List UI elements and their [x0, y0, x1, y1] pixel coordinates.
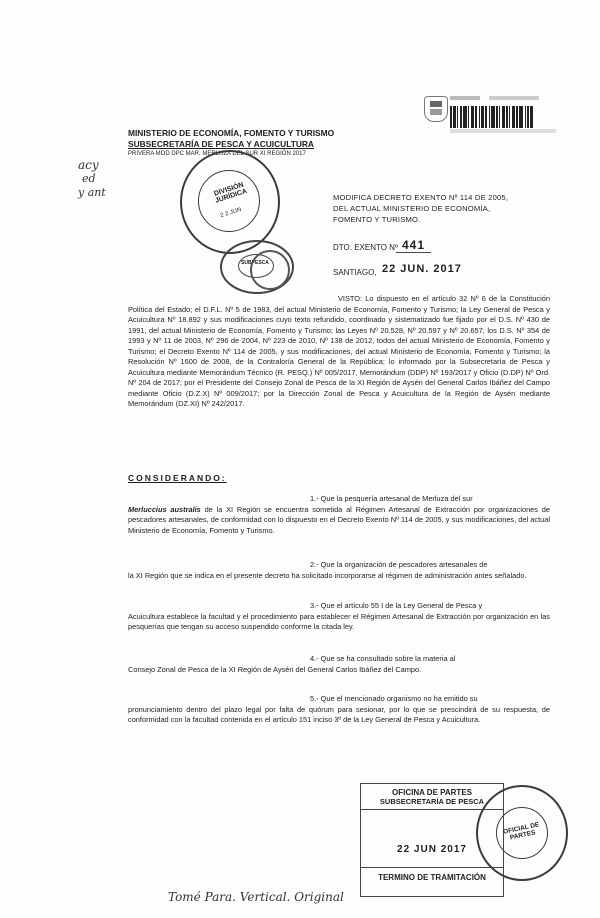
reference-line-2: DEL ACTUAL MINISTERIO DE ECONOMÍA,	[333, 204, 491, 213]
oficina-partes-date: 22 JUN 2017	[361, 810, 503, 868]
considerando-3-lead: 3.- Que el artículo 55 I de la Ley General de Pesca y	[310, 601, 483, 610]
considerando-1	[128, 494, 550, 536]
considerando-2	[128, 560, 550, 581]
subpesca-oval-label: SUBPESCA	[241, 260, 269, 266]
margin-note-3: y ant	[78, 186, 106, 199]
considerando-5-lead: 5.- Que el mencionado organismo no ha emitido su	[310, 694, 478, 703]
considerando-2-lead: 2.- Que la organización de pescadores artesanales de	[310, 560, 488, 569]
juridica-stamp	[180, 150, 280, 254]
reference-line-1: MODIFICA DECRETO EXENTO Nº 114 DE 2005,	[333, 193, 509, 202]
considerando-5	[128, 694, 550, 726]
margin-note-1: acy	[78, 158, 99, 172]
santiago-label: SANTIAGO,	[333, 268, 377, 277]
considerando-3	[128, 601, 550, 633]
considerando-4-lead: 4.- Que se ha consultado sobre la materia al	[310, 654, 456, 663]
visto-paragraph: VISTO: Lo dispuesto en el artículo 32 Nº 6 de la Constitución Política del Estado; el D.F.L. Nº 5 de 1983, del actual Ministerio de Economía, Fomento y Turismo; la Ley General de Pesca y Acuicultura Nº 18.892 y sus modificaciones cuyo texto refundido, coordinado y sistematizado fue fijado por el D.S. Nº 430 de 1991, del actual Ministerio de Economía, Fomento y Turismo; las Leyes Nº 20.528, Nº 20.597 y Nº 20.657; los D.S. Nº 354 de 1993 y Nº 11 de 2003, Nº 296 de 2004, Nº 223 de 2010, Nº 138 de 2012, todos del actual Ministerio de Economía, Fomento y Turismo; el Decreto Exento Nº 114 de 2005, y sus modificaciones, del actual Ministerio de Economía, Fomento y Turismo; la Resolución Nº 1600 de 2008, de la Contraloría General de la República; lo informado por la Subsecretaría de Pesca y Acuicultura mediante Memorándum Técnico (R. PESQ.) Nº 005/2017, Memorándum (DDP) Nº 193/2017 y Oficio (D.DP) Nº Ord. Nº 204 de 2017; por el Presidente del Consejo Zonal de Pesca de la XI Región de Aysén del General Carlos Ibáñez del Campo mediante Oficio (D.Z.X) Nº 009/2017; por la Dirección Zonal de Pesca y Acuicultura de la Región de Aysén mediante Memorándum (DZ.XI) Nº 242/2017.	[128, 294, 550, 409]
juridica-stamp-number: 2 2 JUN	[219, 206, 243, 220]
termino-tramitacion-label: TERMINO DE TRAMITACIÓN	[378, 873, 486, 882]
barcode-caption	[450, 96, 554, 104]
barcode-number-strip	[450, 129, 556, 133]
considerando-1-text: de la XI Región se encuentra sometida al Régimen Artesanal de Extracción por organizaciones de pescadores artesanales, de conformidad con lo dispuesto en el Decreto Exento Nº 114 de 2005, y sus modificaciones, del actual Ministerio de Economía, Fomento y Turismo.	[128, 504, 550, 535]
ministry-name: MINISTERIO DE ECONOMÍA, FOMENTO Y TURISMO	[128, 128, 335, 138]
considerando-5-text: pronunciamiento dentro del plazo legal por falta de quórum para sesionar, por lo que se prescindirá de su respuesta, de conformidad con la facultad contenida en el artículo 151 inciso 3º de la Ley General de Pesca y Acuicultura.	[128, 704, 550, 725]
footer-handwritten-note: Tomé Para. Vertical. Original	[168, 890, 344, 904]
ministry-logo-icon	[424, 96, 448, 122]
barcode-icon	[450, 106, 556, 128]
official-seal-icon	[250, 250, 290, 290]
reference-line-3: FOMENTO Y TURISMO.	[333, 215, 421, 224]
document-ref-line: PRIVERA MOD DPC MAR. MERLUZA DEL SUR XI REGIÓN 2017	[128, 151, 306, 157]
oficial-partes-seal	[476, 785, 568, 881]
reference-block	[333, 192, 523, 225]
dto-exento-number: 441	[396, 238, 431, 253]
considerando-title: CONSIDERANDO:	[128, 473, 227, 483]
considerando-4-text: Consejo Zonal de Pesca de la XI Región de Aysén del General Carlos Ibáñez del Campo.	[128, 664, 422, 674]
oficial-partes-label: OFICIAL DE PARTES	[502, 821, 540, 842]
dto-exento-label: DTO. EXENTO Nº	[333, 243, 398, 252]
santiago-date: 22 JUN. 2017	[382, 263, 462, 275]
considerando-3-text: Acuicultura establece la facultad y el procedimiento para establecer el Régimen Artesanal de Extracción por organización en las pesquerías que tengan su acceso suspendido conforme la citada ley.	[128, 611, 550, 632]
considerando-4	[128, 654, 550, 675]
subsecretaria-name: SUBSECRETARÍA DE PESCA Y ACUICULTURA	[128, 139, 314, 149]
oficina-partes-label: OFICINA DE PARTES	[391, 788, 472, 797]
oficina-partes-sub: SUBSECRETARÍA DE PESCA	[361, 797, 503, 810]
juridica-stamp-label: DIVISIÓN JURÍDICA	[213, 181, 248, 205]
margin-note-2: ed	[82, 172, 96, 185]
considerando-2-text: la XI Región que se indica en el presente decreto ha solicitado incorporarse al régimen de administración antes señalado.	[128, 570, 527, 580]
considerando-1-species: Merluccius australis	[128, 504, 201, 514]
considerando-1-lead: 1.- Que la pesquería artesanal de Merluza del sur	[310, 494, 473, 503]
